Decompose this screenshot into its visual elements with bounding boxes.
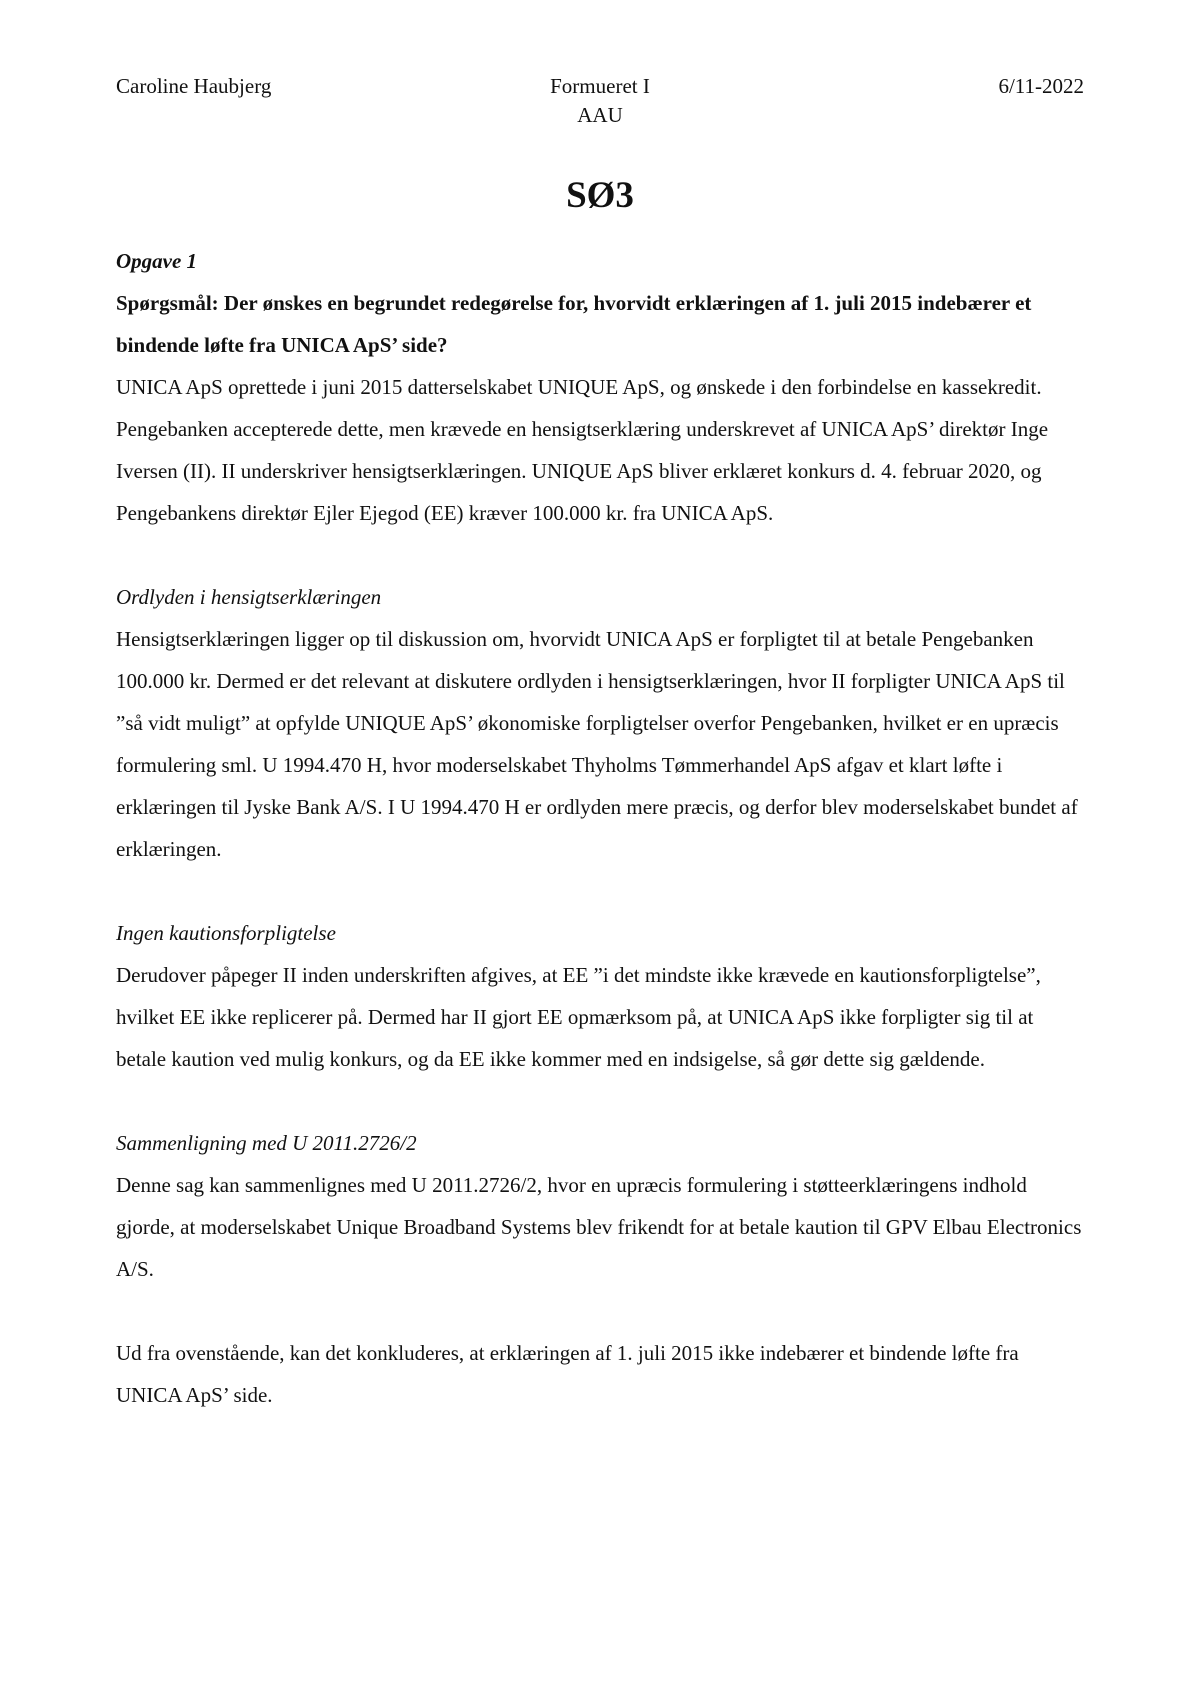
assignment-label: Opgave 1	[116, 249, 198, 273]
page-header	[116, 72, 1084, 132]
section-heading: Ingen kautionsforpligtelse	[116, 921, 336, 945]
paragraph-spacer	[116, 1080, 1084, 1122]
paragraph-spacer	[116, 534, 1084, 576]
author-name: Caroline Haubjerg	[116, 74, 272, 98]
assignment-intro: UNICA ApS oprettede i juni 2015 datterselskabet UNIQUE ApS, og ønskede i den forbindelse en kassekredit. Pengebanken accepterede dette, men krævede en hensigtserklæring underskrevet af UNICA ApS’ direktør Inge Iversen (II). II underskriver hensigtserklæringen. UNIQUE ApS bliver erklæret konkurs d. 4. februar 2020, og Pengebankens direktør Ejler Ejegod (EE) kræver 100.000 kr. fra UNICA ApS.	[116, 375, 1049, 525]
section-heading: Ordlyden i hensigtserklæringen	[116, 585, 382, 609]
document-body	[116, 240, 1084, 1416]
paragraph-spacer	[116, 870, 1084, 912]
conclusion-text: Ud fra ovenstående, kan det konkluderes, at erklæringen af 1. juli 2015 ikke indebærer et bindende løfte fra UNICA ApS’ side.	[116, 1341, 1019, 1407]
course-info	[116, 72, 1084, 130]
document-title: SØ3	[566, 175, 634, 216]
section-heading: Sammenligning med U 2011.2726/2	[116, 1131, 417, 1155]
section-text: Derudover påpeger II inden underskriften afgives, at EE ”i det mindste ikke krævede en kautionsforpligtelse”, hvilket EE ikke replicerer på. Dermed har II gjort EE opmærksom på, at UNICA ApS ikke forpligter sig til at betale kaution ved mulig konkurs, og da EE ikke kommer med en indsigelse, så gør dette sig gældende.	[116, 963, 1041, 1071]
document-date: 6/11-2022	[998, 74, 1084, 98]
assignment-question: Spørgsmål: Der ønskes en begrundet redegørelse for, hvorvidt erklæringen af 1. juli 2015 indebærer et bindende løfte fra UNICA ApS’ side?	[116, 291, 1032, 357]
institution-name: AAU	[577, 103, 623, 127]
paragraph-spacer	[116, 1290, 1084, 1332]
section-text: Hensigtserklæringen ligger op til diskussion om, hvorvidt UNICA ApS er forpligtet til at betale Pengebanken 100.000 kr. Dermed er det relevant at diskutere ordlyden i hensigtserklæringen, hvor II forpligter UNICA ApS til ”så vidt muligt” at opfylde UNIQUE ApS’ økonomiske forpligtelser overfor Pengebanken, hvilket er en upræcis formulering sml. U 1994.470 H, hvor moderselskabet Thyholms Tømmerhandel ApS afgav et klart løfte i erklæringen til Jyske Bank A/S. I U 1994.470 H er ordlyden mere præcis, og derfor blev moderselskabet bundet af erklæringen.	[116, 627, 1078, 861]
course-name: Formueret I	[550, 74, 650, 98]
section-text: Denne sag kan sammenlignes med U 2011.2726/2, hvor en upræcis formulering i støtteerklæringens indhold gjorde, at moderselskabet Unique Broadband Systems blev frikendt for at betale kaution til GPV Elbau Electronics A/S.	[116, 1173, 1082, 1281]
